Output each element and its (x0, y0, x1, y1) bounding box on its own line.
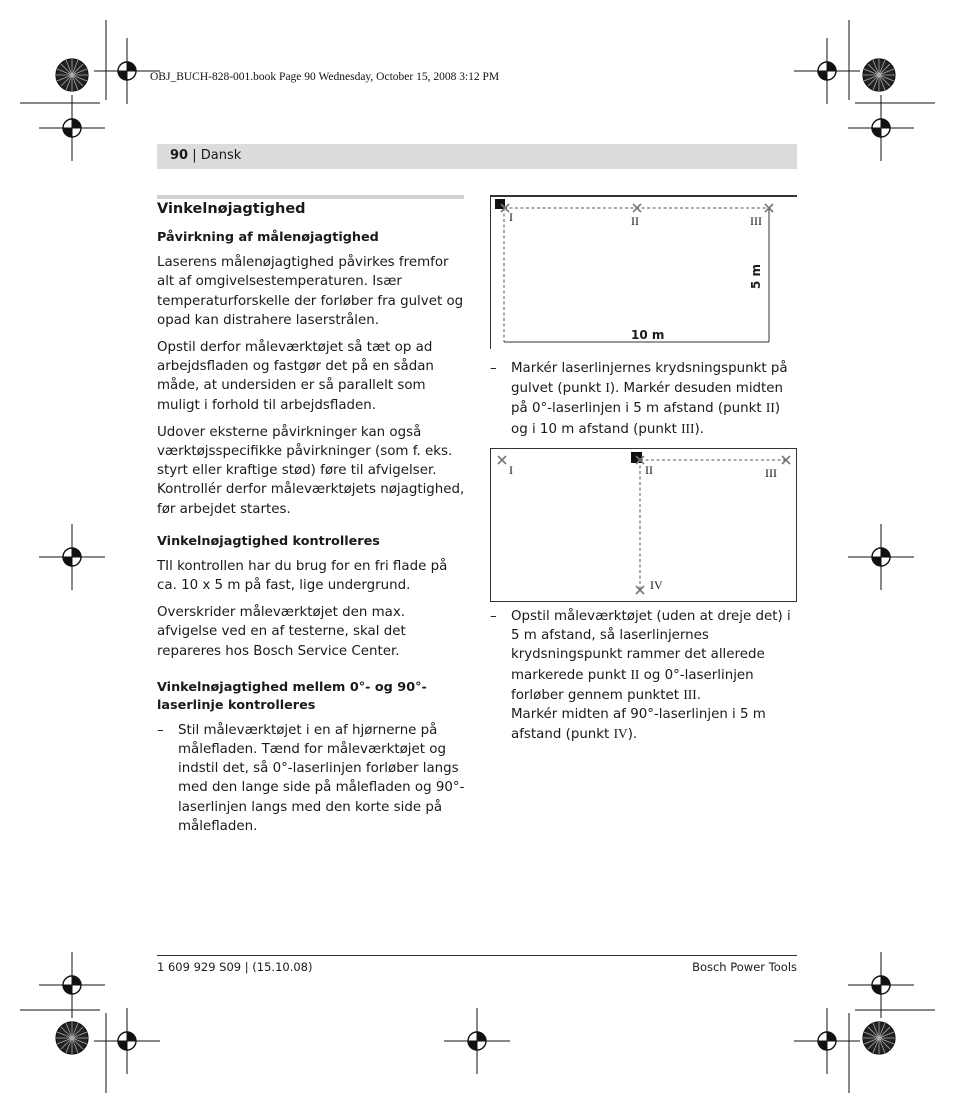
paragraph: Opstil derfor måleværktøjet så tæt op ad arbejdsfladen og fastgør det på en sådan måde, at undersiden er så parallelt som muligt i forhold til arbejdsfladen. (157, 340, 434, 413)
list-dash: – (490, 361, 497, 376)
list-dash: – (490, 609, 497, 624)
list-dash: – (157, 722, 164, 738)
right-column-text-2 (490, 607, 798, 744)
footer-brand: Bosch Power Tools (692, 960, 797, 974)
fig1-label-II: II (631, 214, 639, 228)
left-column-rule (157, 195, 464, 199)
right-column-text-1 (490, 359, 798, 439)
fig2-label-II: II (645, 463, 653, 477)
footer-rule (157, 955, 797, 956)
fig2-label-III: III (765, 466, 777, 480)
left-column (157, 200, 465, 836)
list-item (490, 607, 798, 744)
paragraph: Udover eksterne påvirkninger kan også værktøjsspecifikke påvirkninger (som f. eks. styrt eller kraftige stød) føre til afvigelser. Kontrollér derfor måleværktøjets nøjagtighed, før arbejdet startes. (157, 424, 465, 517)
header-separator: | (188, 148, 201, 163)
list-item-text: Markér laserlinjernes krydsningspunkt på gulvet (punkt I). Markér desuden midten på 0°-laserlinjen i 5 m afstand (punkt II) og i 10 m afstand (punkt III). (511, 361, 788, 437)
page-number: 90 (170, 148, 189, 163)
figure-2-diagram (490, 448, 798, 605)
paragraph: Overskrider måleværktøjet den max. afvigelse ved en af testerne, skal det repareres hos Bosch Service Center. (157, 605, 406, 659)
fig2-label-I: I (509, 463, 513, 477)
list-item-text: Stil måleværktøjet i en af hjørnerne på målefladen. Tænd for måleværktøjet og indstil det, så 0°-laserlinjen forløber langs med den lange side på målefladen og 90°-laserlinjen langs med den korte side på målefladen. (178, 722, 465, 834)
footer-document-number: 1 609 929 S09 | (15.10.08) (157, 960, 313, 974)
header-label (170, 148, 241, 163)
list-item (157, 721, 465, 836)
paragraph: Laserens målenøjagtighed påvirkes fremfor alt af omgivelsestemperaturen. Især temperaturforskelle der forløber fra gulvet og opad kan distrahere laserstrålen. (157, 255, 464, 328)
list-item-text: Opstil måleværktøjet (uden at dreje det) i 5 m afstand, så laserlinjernes krydsningspunkt rammer det allerede markerede punkt II og 0°-laserlinjen forløber gennem punktet III. Markér midten af 90°-laserlinjen i 5 m afstand (punkt IV). (511, 609, 791, 743)
section-title: Vinkelnøjagtighed (157, 201, 306, 217)
fig2-label-IV: IV (650, 578, 663, 592)
fig1-label-I: I (509, 210, 513, 224)
fig1-label-III: III (750, 214, 762, 228)
subheading-influence: Påvirkning af målenøjagtighed (157, 230, 379, 246)
print-slug: OBJ_BUCH-828-001.book Page 90 Wednesday, October 15, 2008 3:12 PM (150, 71, 500, 83)
running-header (157, 144, 797, 169)
subheading-check: Vinkelnøjagtighed kontrolleres (157, 533, 380, 549)
fig1-dimension-width: 10 m (631, 328, 665, 342)
paragraph: TIl kontrollen har du brug for en fri flade på ca. 10 x 5 m på fast, lige undergrund. (157, 558, 448, 594)
header-language: Dansk (200, 148, 242, 163)
list-item (490, 359, 798, 439)
subheading-check-0-90: Vinkelnøjagtighed mellem 0°- og 90°-laserlinje kontrolleres (157, 679, 427, 713)
fig1-dimension-height: 5 m (749, 263, 763, 289)
